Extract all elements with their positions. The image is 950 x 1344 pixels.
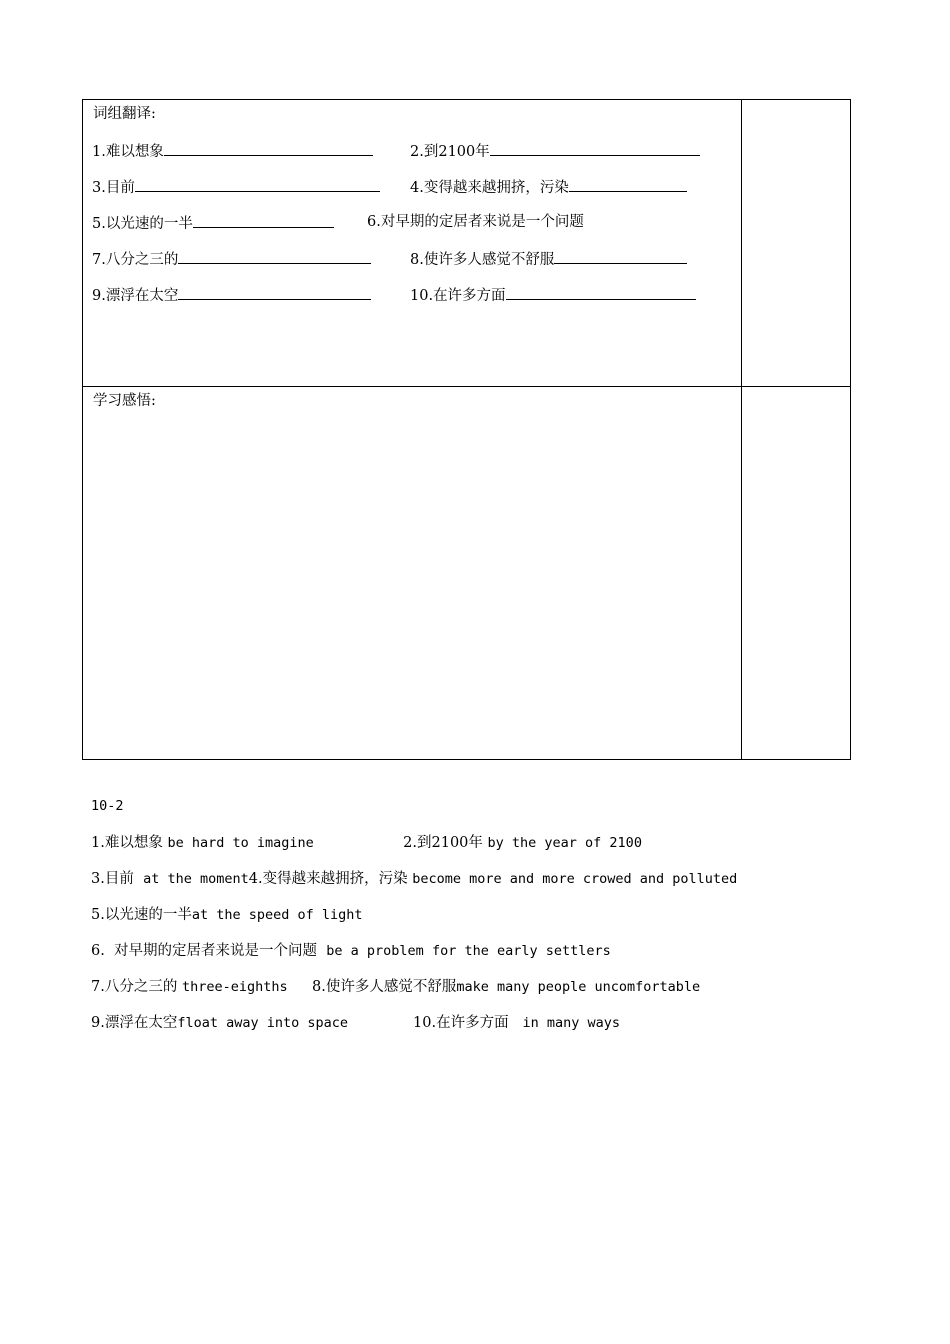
item-text: 变得越来越拥挤，污染 <box>423 180 569 196</box>
answer-cn: 1.难以想象 <box>91 835 168 851</box>
answer-line <box>91 978 700 996</box>
answer-cn: 2.到2100年 <box>403 835 488 851</box>
item-number: 8. <box>410 252 424 268</box>
item-number: 1. <box>92 144 106 160</box>
answer-blank[interactable] <box>554 249 687 264</box>
answers-heading: 10-2 <box>91 798 124 814</box>
answer-en: by the year of 2100 <box>487 835 642 851</box>
reflection-area[interactable] <box>83 388 740 759</box>
answer-en: in many ways <box>522 1015 620 1031</box>
answer-cn: 4.变得越来越拥挤，污染 <box>248 871 413 887</box>
answer-blank[interactable] <box>490 141 700 156</box>
item-number: 2. <box>410 144 424 160</box>
item-number: 6. <box>367 214 381 230</box>
item-text: 八分之三的 <box>105 252 179 268</box>
answer-en: float away into space <box>177 1015 414 1031</box>
item-number: 5. <box>92 216 106 232</box>
item-text: 难以想象 <box>105 144 164 160</box>
answer-blank[interactable] <box>506 285 696 300</box>
answer-en: become more and more crowed and polluted <box>412 871 738 887</box>
answer-en: make many people uncomfortable <box>456 979 701 995</box>
answer-en: three-eighths <box>181 979 312 995</box>
answer-cn: 5.以光速的一半 <box>91 907 192 923</box>
exercise-row <box>410 285 696 305</box>
answer-en: be a problem for the early settlers <box>326 943 611 959</box>
answer-cn: 6. 对早期的定居者来说是一个问题 <box>91 943 327 959</box>
row-divider <box>83 386 850 387</box>
reflection-title: 学习感悟: <box>93 393 156 409</box>
exercise-row <box>410 249 687 269</box>
answer-blank[interactable] <box>193 213 334 228</box>
exercise-row <box>92 285 371 305</box>
worksheet-table <box>82 99 851 760</box>
exercise-row <box>410 177 687 197</box>
answer-line <box>91 942 611 960</box>
answer-en: at the speed of light <box>191 907 363 923</box>
exercise-row <box>92 177 380 197</box>
exercise-row <box>92 141 373 161</box>
item-text: 在许多方面 <box>433 288 506 304</box>
answer-en: be hard to imagine <box>167 835 404 851</box>
answer-blank[interactable] <box>135 177 380 192</box>
answer-cn: 3.目前 <box>91 871 144 887</box>
section-title: 词组翻译: <box>93 106 156 122</box>
answer-cn: 10.在许多方面 <box>413 1015 523 1031</box>
answer-line <box>91 1014 620 1032</box>
answer-cn: 9.漂浮在太空 <box>91 1015 178 1031</box>
item-text: 漂浮在太空 <box>105 288 179 304</box>
answer-blank[interactable] <box>178 249 371 264</box>
answer-cn: 8.使许多人感觉不舒服 <box>312 979 457 995</box>
exercise-row <box>410 141 700 161</box>
item-number: 10. <box>410 288 434 304</box>
answer-cn: 7.八分之三的 <box>91 979 182 995</box>
answer-blank[interactable] <box>569 177 687 192</box>
item-number: 9. <box>92 288 106 304</box>
exercise-row <box>92 249 371 269</box>
item-number: 4. <box>410 180 424 196</box>
item-text: 对早期的定居者来说是一个问题 <box>380 214 584 230</box>
answer-blank[interactable] <box>164 141 373 156</box>
exercise-row <box>367 213 584 231</box>
answer-line <box>91 834 642 852</box>
item-text: 目前 <box>105 180 135 196</box>
answer-line <box>91 870 737 888</box>
answer-blank[interactable] <box>178 285 371 300</box>
item-text: 使许多人感觉不舒服 <box>423 252 555 268</box>
item-number: 7. <box>92 252 106 268</box>
item-number: 3. <box>92 180 106 196</box>
answer-line <box>91 906 363 924</box>
item-text: 以光速的一半 <box>105 216 193 232</box>
column-divider <box>741 100 742 759</box>
item-text: 到2100年 <box>423 144 490 160</box>
exercise-row <box>92 213 334 233</box>
answer-en: at the moment <box>143 871 249 887</box>
